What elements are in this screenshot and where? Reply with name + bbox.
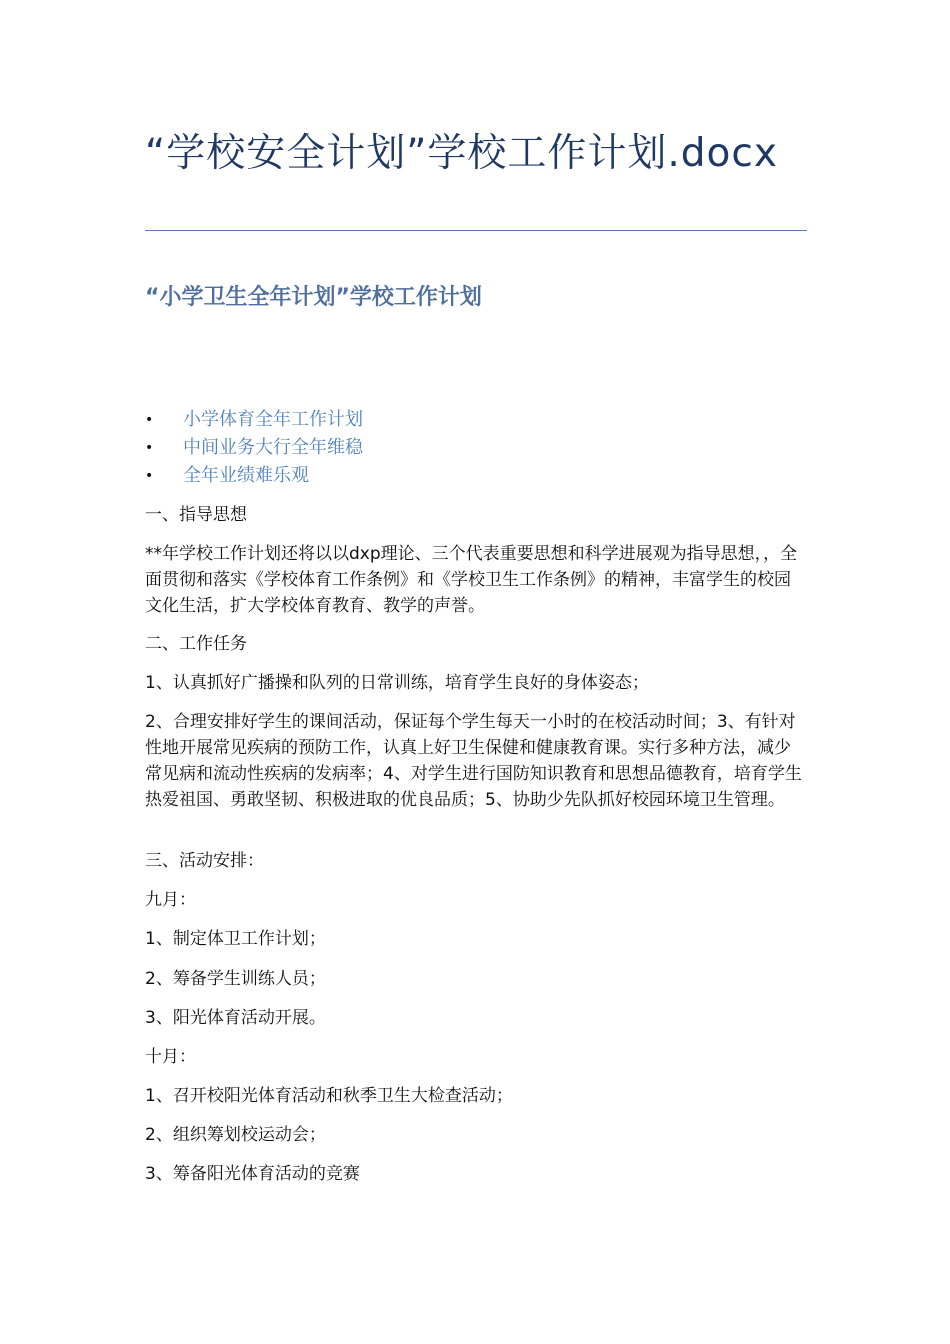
activity-item: 1、召开校阳光体育活动和秋季卫生大检查活动； xyxy=(145,1086,513,1106)
task-paragraph: 2、合理安排好学生的课间活动，保证每个学生每天一小时的在校活动时间；3、有针对性地开展常见疾病的预防工作，认真上好卫生保健和健康教育课。实行多种方法，减少常见病和流动性疾病的发病率；4、对学生进行国防知识教育和思想品德教育，培育学生热爱祖国、勇敢坚韧、积极进取的优良品质；5、协助少先队抓好校园环境卫生管理。 xyxy=(145,712,802,810)
bullet-icon: • xyxy=(145,440,154,456)
section-heading-activities: 三、活动安排： xyxy=(145,851,264,871)
activity-item: 3、阳光体育活动开展。 xyxy=(145,1008,326,1028)
title-divider xyxy=(145,230,807,231)
section-heading-guiding: 一、指导思想 xyxy=(145,505,247,525)
task-item: 1、认真抓好广播操和队列的日常训练，培育学生良好的身体姿态； xyxy=(145,673,649,693)
activity-item: 1、制定体卫工作计划； xyxy=(145,929,326,949)
section-heading-tasks: 二、工作任务 xyxy=(145,634,247,654)
related-link[interactable]: 小学体育全年工作计划 xyxy=(183,409,363,430)
activity-item: 2、组织筹划校运动会； xyxy=(145,1125,326,1145)
document-title: “学校安全计划”学校工作计划.docx xyxy=(145,131,778,176)
bullet-icon: • xyxy=(145,412,154,428)
guiding-paragraph: **年学校工作计划还将以以dxp理论、三个代表重要思想和科学进展观为指导思想，，全面贯彻和落实《学校体育工作条例》和《学校卫生工作条例》的精神，丰富学生的校园文化生活，扩大学校体育教育、教学的声誉。 xyxy=(145,544,798,616)
activity-item: 2、筹备学生训练人员； xyxy=(145,969,326,989)
month-heading-october: 十月： xyxy=(145,1047,196,1067)
month-heading-september: 九月： xyxy=(145,890,196,910)
bullet-icon: • xyxy=(145,468,154,484)
related-link[interactable]: 中间业务大行全年维稳 xyxy=(183,437,363,458)
document-subtitle: “小学卫生全年计划”学校工作计划 xyxy=(145,285,482,310)
related-link[interactable]: 全年业绩难乐观 xyxy=(183,465,309,486)
activity-item: 3、筹备阳光体育活动的竞赛 xyxy=(145,1164,360,1184)
